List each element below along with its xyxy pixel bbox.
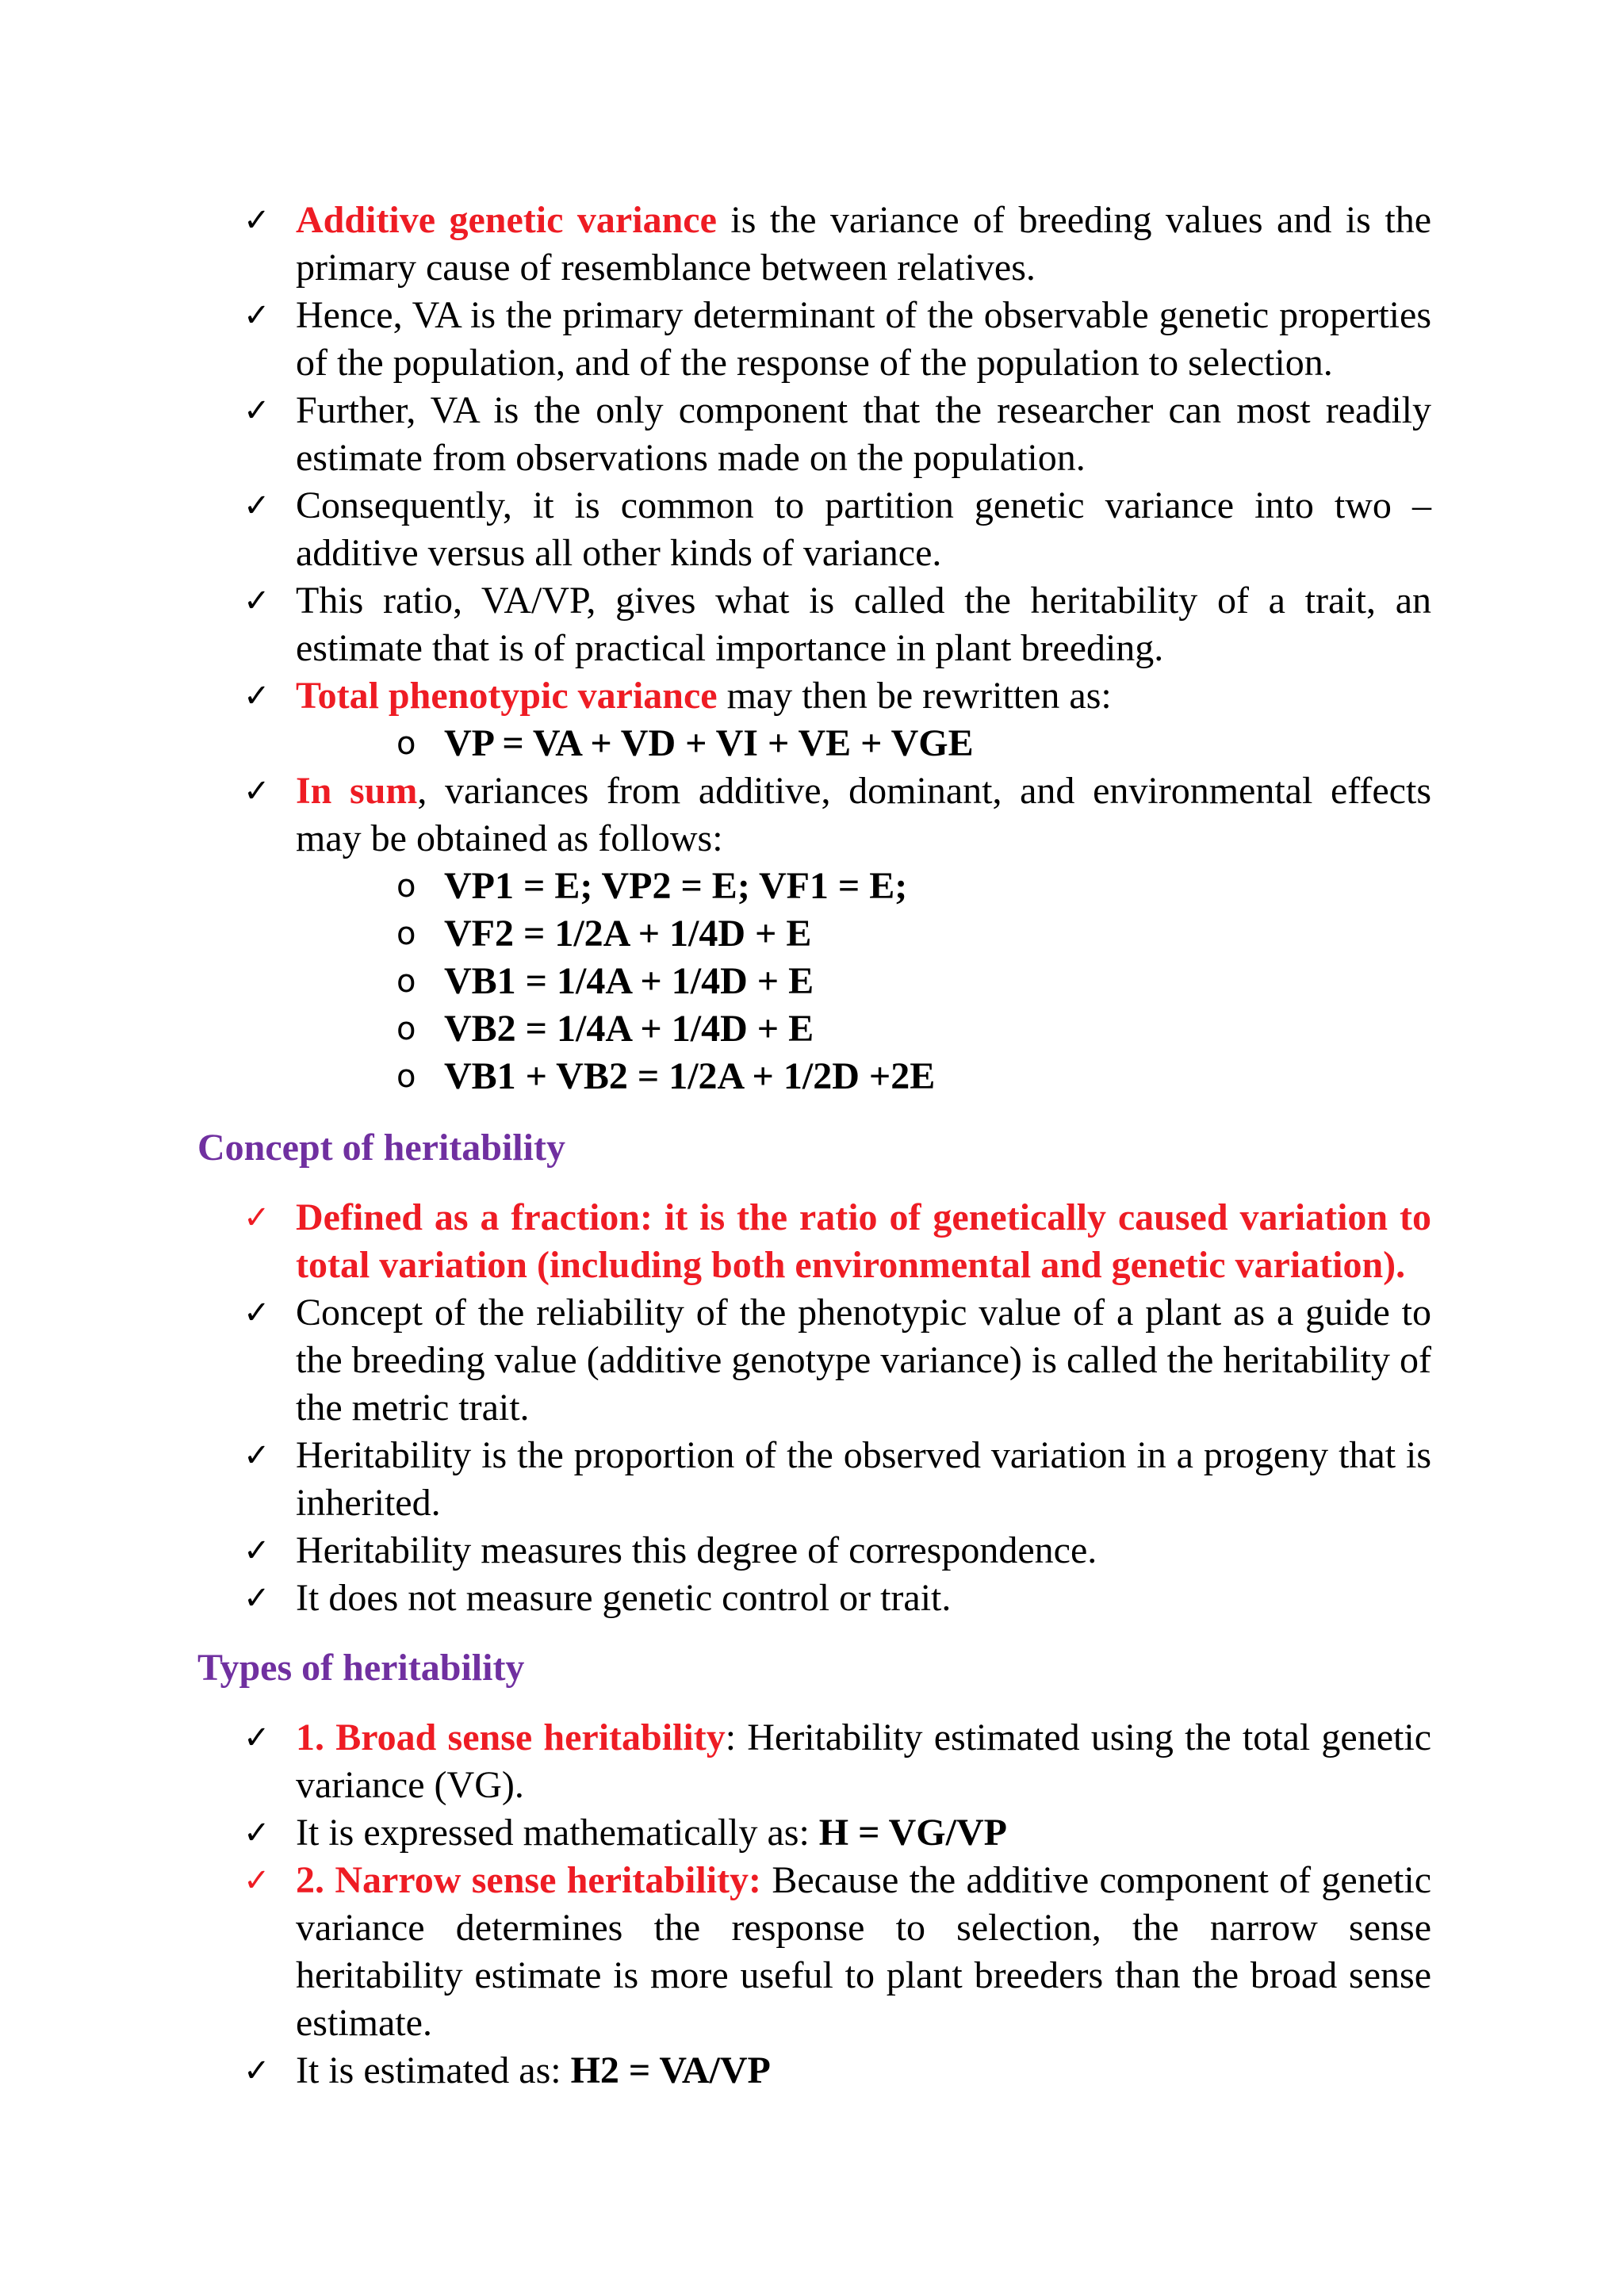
bullet-defined-fraction: ✓ Defined as a fraction: it is the ratio of genetically caused variation to total variation (including both environmental and genetic variation). [296,1194,1431,1289]
check-icon: ✓ [243,297,270,334]
equation-row: o VB2 = 1/4A + 1/4D + E [444,1005,1396,1053]
circle-bullet-icon: o [396,1058,416,1095]
bullet-va-estimate: ✓ Further, VA is the only component that the researcher can most readily estimate from observations made on the population. [296,387,1431,482]
bullet-additive-variance: ✓ Additive genetic variance is the variance of breeding values and is the primary cause of resemblance between relatives. [296,197,1431,292]
equation-row: o VP1 = E; VP2 = E; VF1 = E; [444,863,1396,910]
heading-concept-of-heritability: Concept of heritability [197,1127,565,1169]
bullet-va-determinant: ✓ Hence, VA is the primary determinant of the observable genetic properties of the population, and of the response of the population to selection. [296,292,1431,387]
circle-bullet-icon: o [396,725,416,762]
check-icon: ✓ [243,1200,270,1236]
equation-row: o VF2 = 1/2A + 1/4D + E [444,910,1396,958]
check-icon: ✓ [243,583,270,619]
check-icon: ✓ [243,392,270,429]
bullet-reliability: ✓ Concept of the reliability of the phenotypic value of a plant as a guide to the breeding value (additive genotype variance) is called the heritability of the metric trait. [296,1289,1431,1432]
term-in-sum: In sum [296,770,418,812]
term-additive-variance: Additive genetic variance [296,199,717,241]
term-narrow-sense: 2. Narrow sense heritability: [296,1859,762,1901]
bullet-partition: ✓ Consequently, it is common to partition genetic variance into two – additive versus all other kinds of variance. [296,482,1431,577]
check-icon: ✓ [243,1533,270,1569]
check-icon: ✓ [243,678,270,714]
equation-row: o VB1 = 1/4A + 1/4D + E [444,958,1396,1005]
check-icon: ✓ [243,1720,270,1756]
term-broad-sense: 1. Broad sense heritability [296,1716,726,1758]
equation-vp: o VP = VA + VD + VI + VE + VGE [444,720,1396,767]
bullet-narrow-formula: ✓ It is estimated as: H2 = VA/VP [296,2047,1431,2095]
equation-row: o VB1 + VB2 = 1/2A + 1/2D +2E [444,1053,1396,1100]
bullet-broad-formula: ✓ It is expressed mathematically as: H = VG/VP [296,1809,1431,1857]
check-icon: ✓ [243,773,270,809]
circle-bullet-icon: o [396,1011,416,1047]
bullet-narrow-sense: ✓ 2. Narrow sense heritability: Because the additive component of genetic variance determines the response to selection, the narrow sense heritability estimate is more useful to plant breeders than the broad sense estimate. [296,1857,1431,2047]
check-icon: ✓ [243,488,270,524]
concept-section [0,1194,1624,1622]
check-icon: ✓ [243,1437,270,1474]
bullet-total-phenotypic: ✓ Total phenotypic variance may then be rewritten as: [296,672,1431,720]
check-icon: ✓ [243,1295,270,1331]
term-total-phenotypic: Total phenotypic variance [296,675,718,717]
formula-h2: H2 = VA/VP [570,2049,771,2091]
bullet-broad-sense: ✓ 1. Broad sense heritability: Heritability estimated using the total genetic variance (VG). [296,1714,1431,1809]
variance-section [0,197,1624,1100]
heading-types-of-heritability: Types of heritability [197,1647,525,1689]
circle-bullet-icon: o [396,868,416,905]
bullet-not-genetic-control: ✓ It does not measure genetic control or trait. [296,1575,1431,1622]
check-icon: ✓ [243,1815,270,1851]
bullet-proportion: ✓ Heritability is the proportion of the observed variation in a progeny that is inherited. [296,1432,1431,1527]
check-icon: ✓ [243,1862,270,1899]
bullet-correspondence: ✓ Heritability measures this degree of correspondence. [296,1527,1431,1575]
circle-bullet-icon: o [396,963,416,1000]
bullet-ratio: ✓ This ratio, VA/VP, gives what is called the heritability of a trait, an estimate that is of practical importance in plant breeding. [296,577,1431,672]
check-icon: ✓ [243,202,270,239]
types-section [0,1714,1624,2095]
circle-bullet-icon: o [396,916,416,952]
formula-h: H = VG/VP [818,1812,1007,1854]
check-icon: ✓ [243,1580,270,1617]
bullet-in-sum: ✓ In sum, variances from additive, dominant, and environmental effects may be obtained as follows: [296,767,1431,863]
check-icon: ✓ [243,2053,270,2089]
